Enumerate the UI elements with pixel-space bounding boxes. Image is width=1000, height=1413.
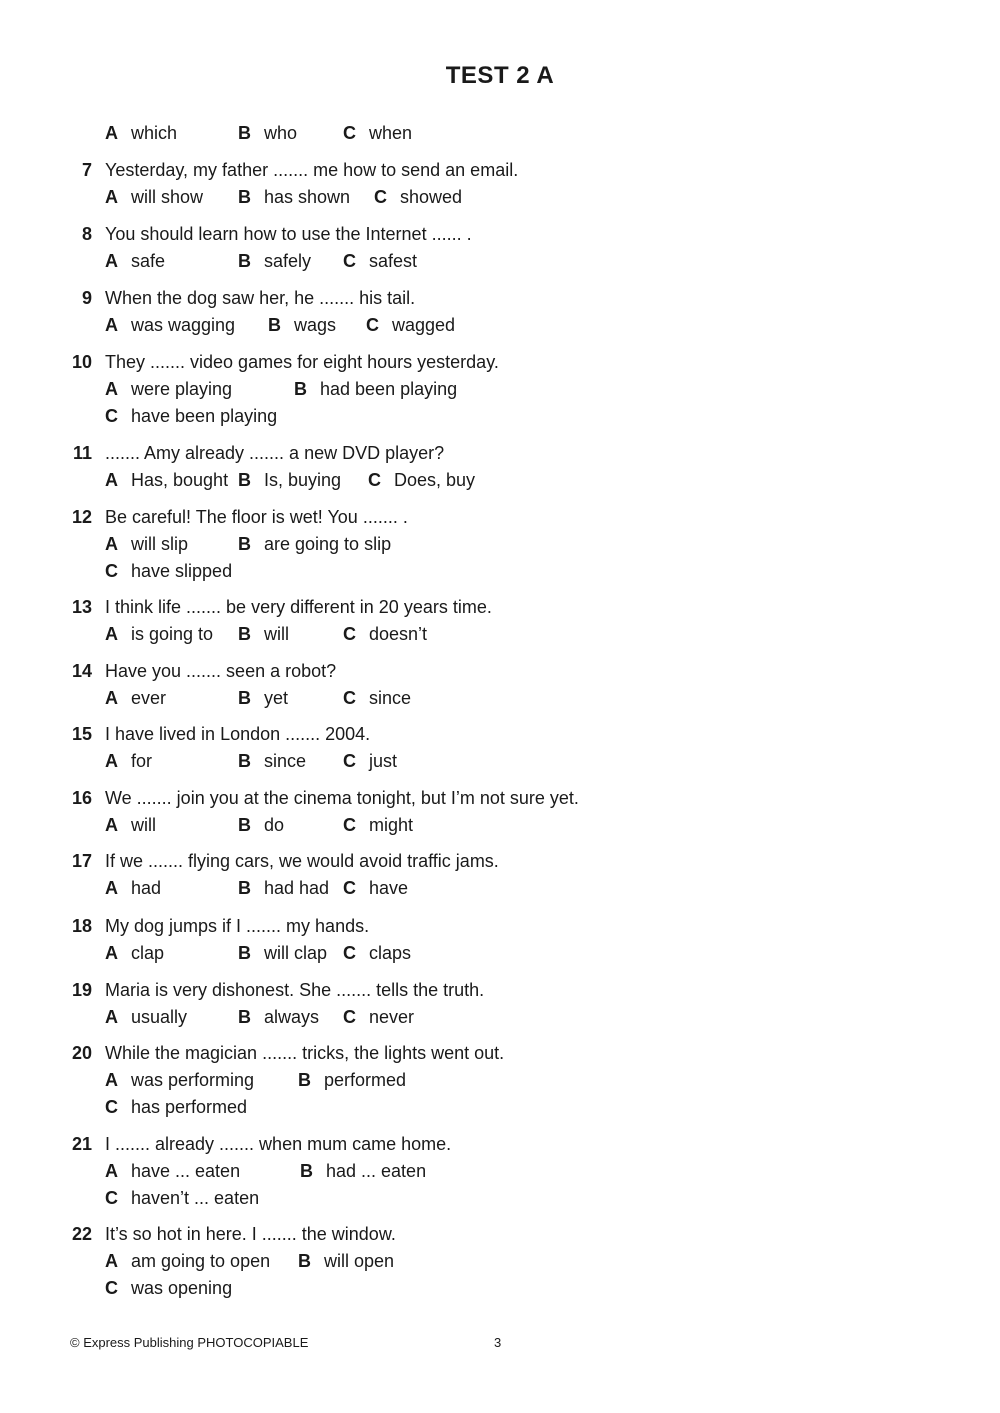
option-letter: B [238,943,251,963]
question-item [0,1221,1000,1302]
option-text: when [369,123,413,143]
answer-option [105,531,188,558]
answer-option [105,1248,270,1275]
question-number: 15 [71,724,92,744]
question-number: 12 [71,507,92,527]
question-number: 10 [71,352,92,372]
question-number: 17 [71,851,92,871]
answer-option [105,1094,247,1121]
answer-option [343,248,417,275]
option-letter: A [105,1007,118,1027]
answer-option [238,248,311,275]
question-text: While the magician ....... tricks, the lights went out. [105,1043,505,1063]
answer-option [343,875,408,902]
option-letter: B [238,534,251,554]
option-text: will clap [264,943,328,963]
answer-option [105,685,166,712]
answer-option [238,531,391,558]
question-text: Maria is very dishonest. She ....... tells the truth. [105,980,485,1000]
option-letter: C [105,1097,118,1117]
question-number: 11 [72,443,92,463]
answer-option [238,184,350,211]
option-letter: B [238,878,251,898]
option-text: Does, buy [394,470,476,490]
option-text: will [131,815,156,835]
answer-option [238,812,284,839]
option-letter: A [105,815,118,835]
answer-option [238,621,289,648]
option-letter: B [238,470,251,490]
option-text: haven’t ... eaten [131,1188,260,1208]
option-letter: C [374,187,387,207]
option-text: never [369,1007,415,1027]
question-text: I think life ....... be very different in 20 years time. [105,597,492,617]
question-item [0,721,1000,775]
option-text: clap [131,943,165,963]
option-letter: C [343,624,356,644]
question-number: 21 [71,1134,92,1154]
option-text: have been playing [131,406,278,426]
option-text: since [264,751,307,771]
option-letter: A [105,624,118,644]
answer-option [105,403,277,430]
question-number: 7 [81,160,92,180]
answer-option [238,940,327,967]
option-letter: B [268,315,281,335]
option-text: might [369,815,414,835]
answer-option [105,621,213,648]
question-text: You should learn how to use the Internet ...... . [105,224,472,244]
question-item [0,504,1000,585]
option-text: will [264,624,289,644]
option-letter: A [105,470,118,490]
answer-option [300,1158,426,1185]
question-item [0,1040,1000,1121]
answer-option [343,685,411,712]
option-letter: C [343,878,356,898]
answer-option [105,312,235,339]
question-item [0,785,1000,839]
answer-option [105,1158,240,1185]
answer-option [368,467,475,494]
answer-option [105,184,203,211]
option-letter: A [105,1070,118,1090]
option-text: had been playing [320,379,458,399]
option-text: was opening [131,1278,233,1298]
option-text: have ... eaten [131,1161,241,1181]
option-letter: B [300,1161,313,1181]
option-text: since [369,688,412,708]
question-item [0,285,1000,339]
option-text: for [131,751,153,771]
question-item [0,440,1000,494]
option-text: has shown [264,187,351,207]
answer-option [105,120,177,147]
answer-option [105,467,228,494]
answer-option [105,748,152,775]
question-number: 18 [71,916,92,936]
question-item [0,594,1000,648]
page-title: TEST 2 A [445,62,555,89]
option-text: who [264,123,298,143]
option-text: were playing [131,379,233,399]
option-text: which [131,123,178,143]
option-letter: C [343,688,356,708]
question-number: 9 [81,288,92,308]
option-letter: C [343,251,356,271]
option-text: just [369,751,398,771]
option-text: will show [131,187,204,207]
question-item [0,913,1000,967]
question-text: I ....... already ....... when mum came home. [105,1134,452,1154]
option-letter: C [105,406,118,426]
option-text: are going to slip [264,534,392,554]
answer-option [105,1275,232,1302]
option-letter: A [105,315,118,335]
answer-option [343,1004,414,1031]
option-text: am going to open [131,1251,271,1271]
option-letter: A [105,534,118,554]
answer-option [298,1248,394,1275]
option-text: had had [264,878,330,898]
answer-option [343,812,413,839]
option-text: Is, buying [264,470,342,490]
option-text: Has, bought [131,470,229,490]
question-text: Be careful! The floor is wet! You ....... . [105,507,408,527]
question-number: 14 [71,661,92,681]
option-text: yet [264,688,289,708]
answer-option [105,812,156,839]
question-item [0,1131,1000,1212]
question-text: I have lived in London ....... 2004. [105,724,371,744]
option-letter: B [298,1070,311,1090]
option-letter: C [343,123,356,143]
answer-option [238,685,288,712]
question-text: It’s so hot in here. I ....... the window. [105,1224,396,1244]
question-text: Have you ....... seen a robot? [105,661,337,681]
option-text: will open [324,1251,395,1271]
answer-option [374,184,462,211]
answer-option [268,312,336,339]
footer-copyright: © Express Publishing PHOTOCOPIABLE [70,1335,309,1350]
question-text: We ....... join you at the cinema tonight, but I’m not sure yet. [105,788,579,808]
answer-option [343,940,411,967]
answer-option [105,875,161,902]
option-letter: C [105,1278,118,1298]
answer-option [343,621,427,648]
option-text: wags [294,315,337,335]
option-letter: A [105,187,118,207]
answer-option [294,376,457,403]
question-number: 20 [71,1043,92,1063]
question-text: ....... Amy already ....... a new DVD player? [105,443,445,463]
option-letter: A [105,688,118,708]
option-letter: B [238,751,251,771]
answer-option [238,467,341,494]
question-item [0,848,1000,902]
option-letter: B [238,251,251,271]
question-item [0,658,1000,712]
question-text: My dog jumps if I ....... my hands. [105,916,370,936]
question-item [0,120,1000,147]
answer-option [238,120,297,147]
answer-option [238,1004,319,1031]
question-number: 13 [71,597,92,617]
answer-option [238,748,306,775]
question-text: If we ....... flying cars, we would avoid traffic jams. [105,851,499,871]
option-letter: C [368,470,381,490]
question-number: 16 [71,788,92,808]
option-letter: B [294,379,307,399]
option-letter: B [238,688,251,708]
answer-option [105,1004,187,1031]
option-letter: A [105,379,118,399]
question-item [0,157,1000,211]
option-letter: A [105,751,118,771]
option-letter: C [343,1007,356,1027]
option-letter: B [238,624,251,644]
option-text: will slip [131,534,189,554]
answer-option [105,940,164,967]
option-letter: B [238,123,251,143]
option-letter: A [105,878,118,898]
option-text: do [264,815,285,835]
option-text: ever [131,688,167,708]
option-letter: A [105,251,118,271]
answer-option [105,376,232,403]
answer-option [105,558,232,585]
option-letter: C [343,943,356,963]
option-letter: C [105,1188,118,1208]
option-letter: A [105,1251,118,1271]
option-letter: A [105,123,118,143]
option-letter: C [343,751,356,771]
page-number: 3 [494,1335,502,1350]
option-letter: C [105,561,118,581]
option-text: had ... eaten [326,1161,427,1181]
question-text: Yesterday, my father ....... me how to send an email. [105,160,519,180]
option-text: have [369,878,409,898]
option-text: was performing [131,1070,255,1090]
answer-option [298,1067,406,1094]
option-text: performed [324,1070,407,1090]
option-letter: A [105,943,118,963]
option-letter: B [238,1007,251,1027]
option-text: safe [131,251,166,271]
option-text: wagged [392,315,456,335]
option-text: have slipped [131,561,233,581]
question-item [0,221,1000,275]
option-text: doesn’t [369,624,428,644]
answer-option [343,748,397,775]
option-letter: B [238,815,251,835]
option-text: usually [131,1007,188,1027]
answer-option [238,875,329,902]
option-text: had [131,878,162,898]
option-text: safely [264,251,312,271]
answer-option [105,1185,259,1212]
question-number: 8 [81,224,92,244]
answer-option [343,120,412,147]
answer-option [105,1067,254,1094]
option-letter: C [366,315,379,335]
answer-option [105,248,165,275]
option-text: has performed [131,1097,248,1117]
question-number: 19 [71,980,92,1000]
option-letter: C [343,815,356,835]
option-text: safest [369,251,418,271]
question-text: When the dog saw her, he ....... his tail. [105,288,416,308]
option-text: always [264,1007,320,1027]
option-text: claps [369,943,412,963]
option-letter: A [105,1161,118,1181]
option-text: was wagging [131,315,236,335]
option-letter: B [238,187,251,207]
option-text: showed [400,187,463,207]
question-text: They ....... video games for eight hours yesterday. [105,352,499,372]
question-item [0,349,1000,430]
question-number: 22 [71,1224,92,1244]
question-item [0,977,1000,1031]
option-letter: B [298,1251,311,1271]
answer-option [366,312,455,339]
option-text: is going to [131,624,214,644]
